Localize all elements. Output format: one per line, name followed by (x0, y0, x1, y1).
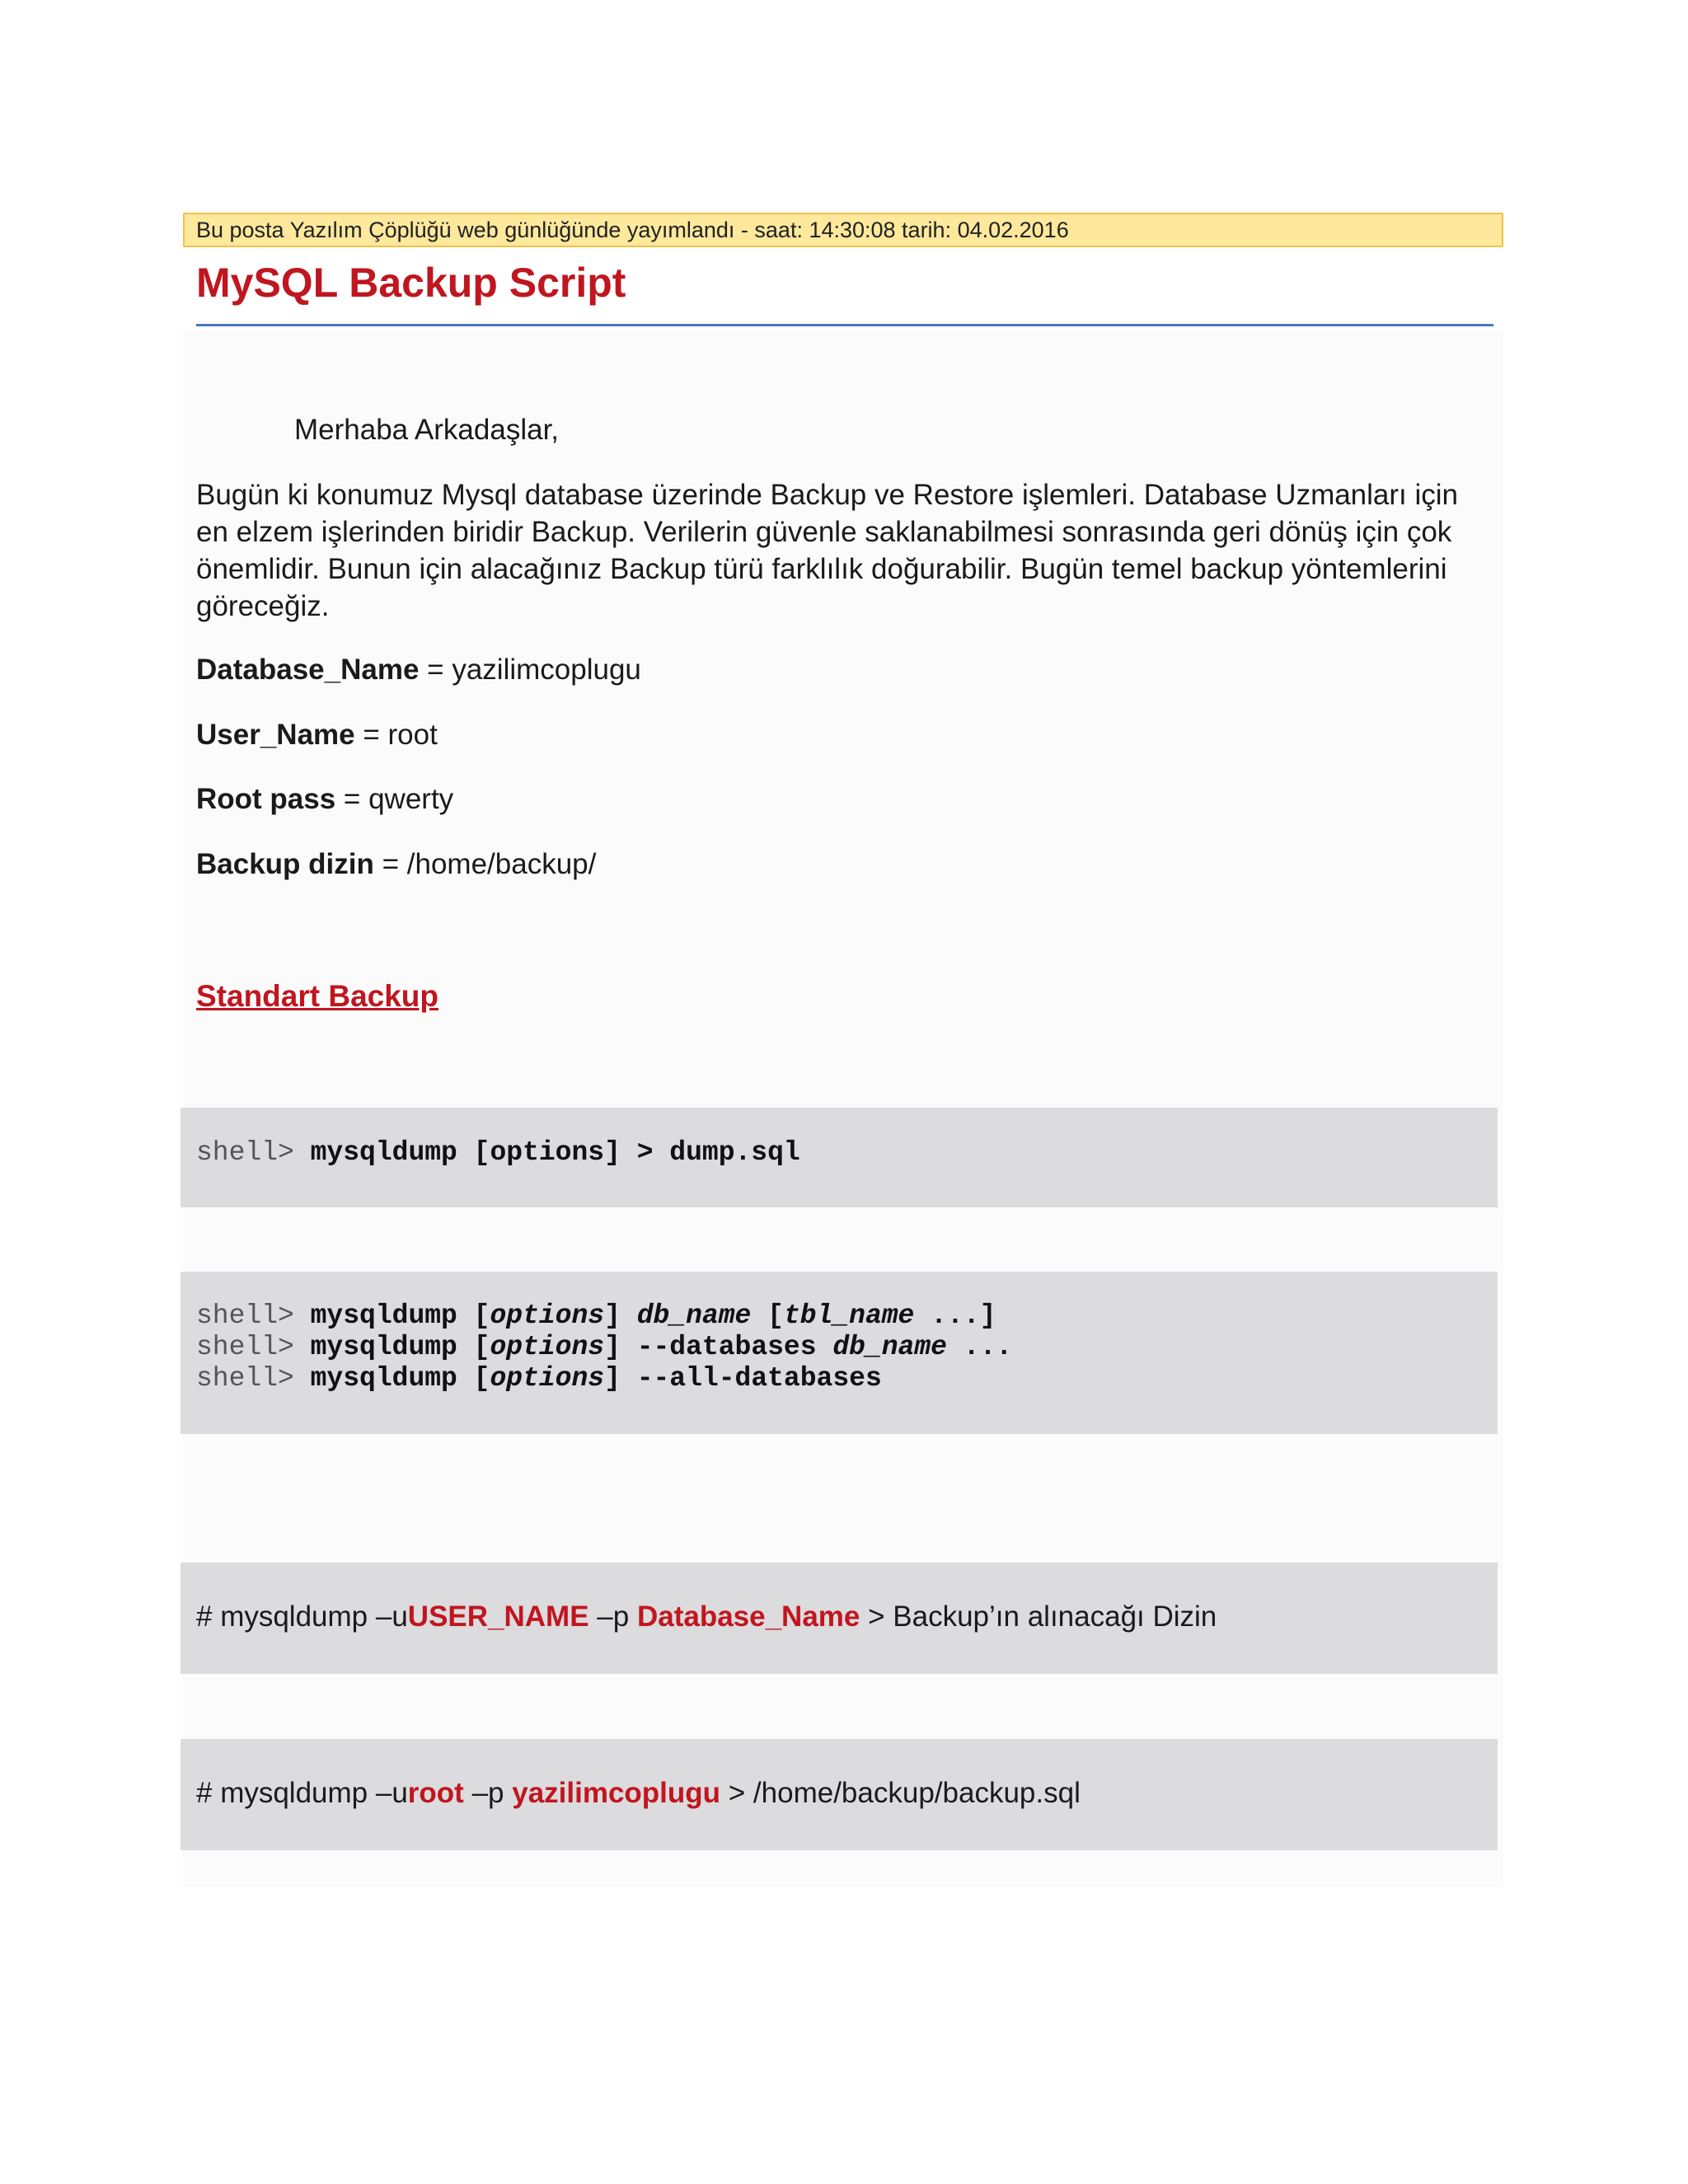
command-text: ...] (914, 1301, 996, 1331)
user-name-placeholder: USER_NAME (407, 1601, 589, 1633)
intro-paragraph: Bugün ki konumuz Mysql database üzerinde Backup ve Restore işlemleri. Database Uzmanları için en elzem işlerinden biridir Backup. Verilerin güvenle saklanabilmesi sonrasında geri dönüş için çok önemlidir. Bunun için alacağınız Backup türü farklılık doğurabilir. Bugün temel backup yöntemlerini göreceğiz. (196, 479, 1459, 622)
command-text: mysqldump [ (310, 1301, 490, 1331)
section-link-standart-backup[interactable]: Standart Backup (196, 979, 439, 1013)
code-block-generic-command (181, 1563, 1498, 1674)
command-text: [ (751, 1301, 784, 1331)
shell-prompt: shell> (196, 1363, 311, 1394)
publish-notice-banner: Bu posta Yazılım Çöplüğü web günlüğünde yayımlandı - saat: 14:30:08 tarih: 04.02.2016 (183, 213, 1503, 247)
code-line (196, 1363, 1498, 1394)
param-value: = /home/backup/ (373, 848, 597, 880)
param-database-name (196, 652, 641, 688)
command-text: ... (946, 1332, 1013, 1362)
command-text: --all-databases (636, 1363, 882, 1394)
param-key: Backup dizin (196, 848, 374, 880)
code-line (196, 1332, 1498, 1363)
command-text: ] (604, 1301, 637, 1331)
param-user-name (196, 717, 438, 753)
placeholder-tbl-name: tbl_name (783, 1301, 915, 1331)
command-text: ] (604, 1332, 637, 1362)
command-text: mysqldump [options] > dump.sql (310, 1137, 800, 1168)
code-line (196, 1301, 1498, 1332)
shell-prompt: shell> (196, 1332, 311, 1362)
shell-prompt: shell> (196, 1137, 311, 1168)
command-text: ] (604, 1363, 637, 1394)
command-prefix: # mysqldump –u (196, 1601, 408, 1633)
placeholder-options: options (490, 1332, 605, 1362)
command-suffix: > Backup’ın alınacağı Dizin (860, 1601, 1217, 1633)
code-block-example-command (181, 1739, 1498, 1850)
command-text: mysqldump [ (310, 1332, 490, 1362)
param-value: = qwerty (335, 783, 454, 815)
command-line (196, 1599, 1498, 1635)
param-backup-dir (196, 846, 596, 883)
placeholder-options: options (490, 1363, 605, 1394)
page-title: MySQL Backup Script (196, 260, 626, 306)
user-name-value: root (407, 1777, 464, 1809)
command-suffix: > /home/backup/backup.sql (720, 1777, 1081, 1809)
database-name-placeholder: Database_Name (636, 1601, 860, 1633)
param-value: = yazilimcoplugu (419, 654, 641, 686)
placeholder-options: options (490, 1301, 605, 1331)
param-value: = root (354, 719, 438, 751)
code-block-dump-variants (181, 1272, 1498, 1434)
placeholder-db-name: db_name (636, 1301, 752, 1331)
command-mid: –p (463, 1777, 513, 1809)
placeholder-db-name: db_name (832, 1332, 947, 1362)
param-key: Root pass (196, 783, 336, 815)
param-key: Database_Name (196, 654, 420, 686)
param-root-pass (196, 781, 453, 818)
command-line (196, 1775, 1498, 1811)
code-line (196, 1137, 1498, 1169)
command-text: mysqldump [ (310, 1363, 490, 1394)
param-key: User_Name (196, 719, 355, 751)
title-divider (196, 324, 1493, 326)
command-mid: –p (588, 1601, 637, 1633)
code-block-basic-dump (181, 1108, 1498, 1207)
command-prefix: # mysqldump –u (196, 1777, 408, 1809)
database-name-value: yazilimcoplugu (512, 1777, 721, 1809)
command-text: --databases (636, 1332, 833, 1362)
greeting-text: Merhaba Arkadaşlar, (294, 414, 560, 446)
shell-prompt: shell> (196, 1301, 311, 1331)
